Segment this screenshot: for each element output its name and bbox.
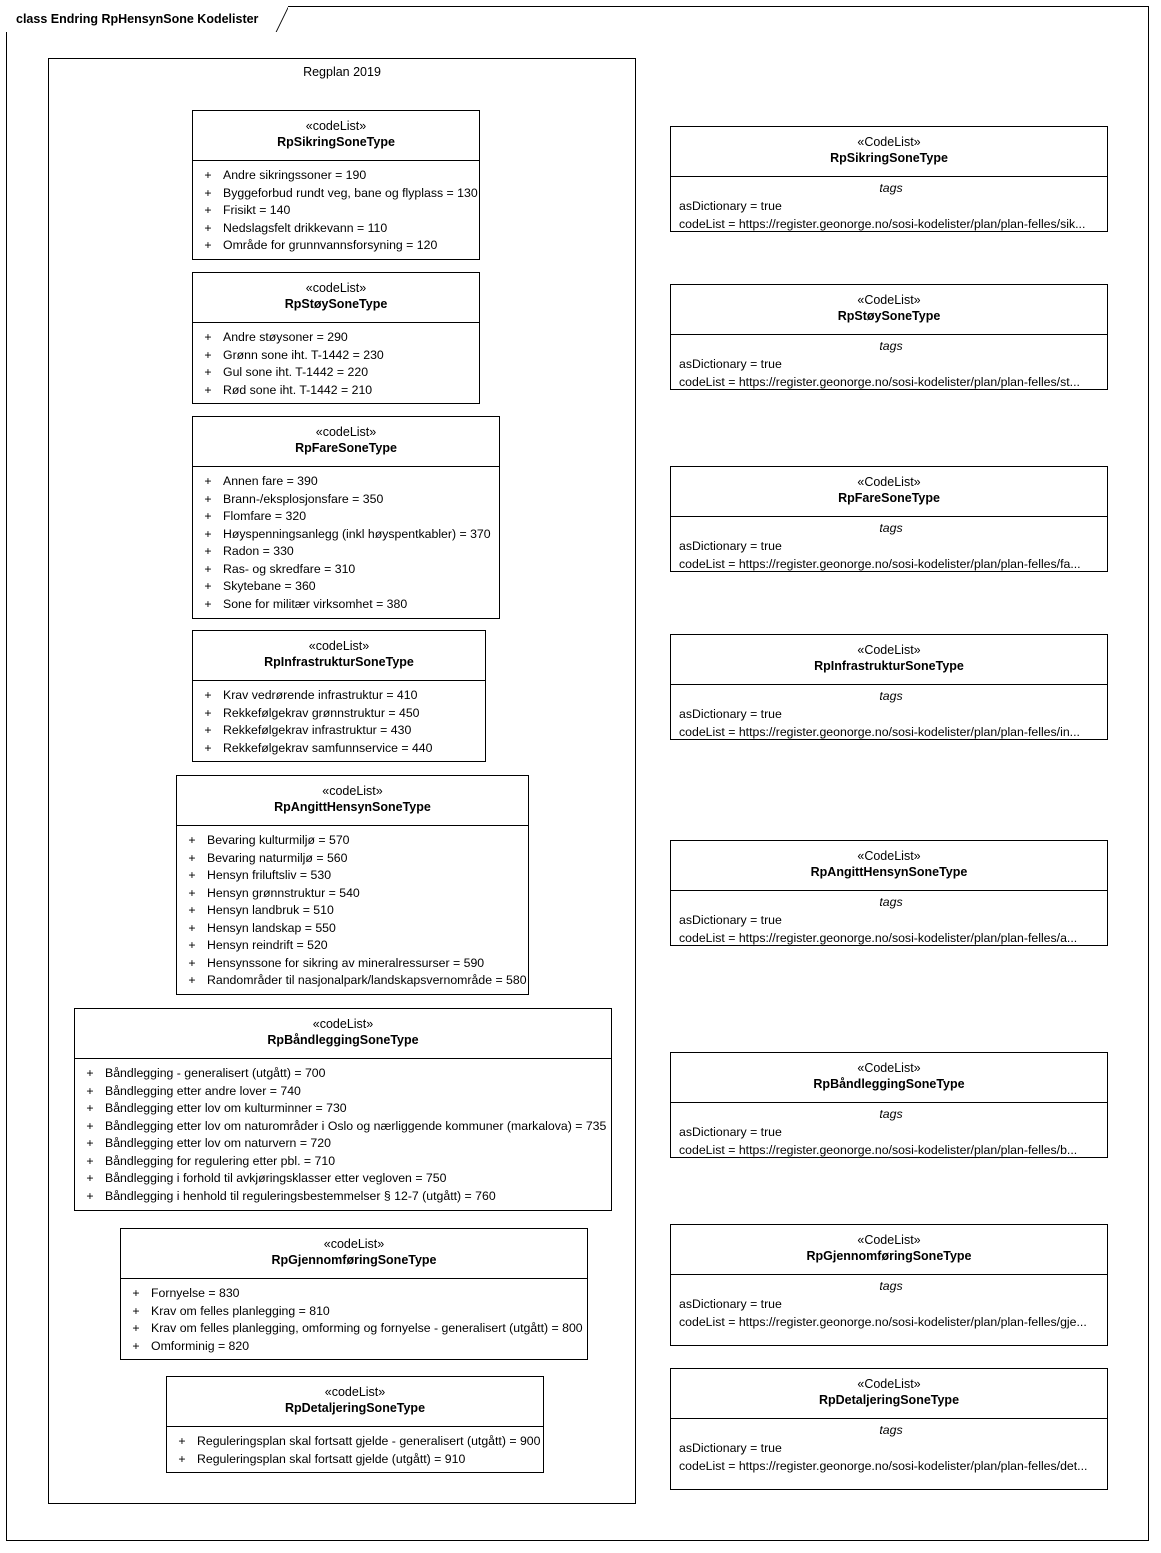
class-stereotype: «CodeList» — [857, 1377, 921, 1391]
class-attributes — [193, 161, 479, 261]
diagram-title-tab — [6, 6, 288, 32]
uml-codelist-RpFareSoneType — [670, 466, 1108, 572]
class-name: RpDetaljeringSoneType — [818, 1393, 960, 1407]
class-header — [177, 776, 528, 826]
class-header — [671, 1225, 1107, 1275]
attribute-visibility: + — [204, 382, 212, 397]
attribute-label: Brann-/eksplosjonsfare = 350 — [223, 491, 384, 506]
attribute-visibility: + — [204, 347, 212, 362]
class-name: RpAngittHensynSoneType — [274, 800, 431, 814]
class-header — [193, 111, 479, 161]
attribute-label: Reguleringsplan skal fortsatt gjelde (utgått) = 910 — [197, 1451, 466, 1466]
class-header — [193, 417, 499, 467]
uml-class-RpInfrastrukturSoneType — [192, 630, 486, 762]
attribute-label: Båndlegging - generalisert (utgått) = 700 — [105, 1066, 326, 1080]
attribute-row — [193, 705, 481, 723]
attribute-visibility: + — [204, 474, 212, 488]
tag-row: codeList = https://register.geonorge.no/sosi-kodelister/plan/plan-felles/b... — [679, 1143, 1078, 1157]
uml-codelist-RpStøySoneType — [670, 284, 1108, 390]
attribute-row — [75, 1135, 607, 1153]
attribute-visibility: + — [204, 365, 212, 379]
attribute-visibility: + — [204, 723, 212, 737]
attribute-row — [75, 1083, 607, 1101]
attribute-label: Sone for militær virksomhet = 380 — [223, 596, 408, 611]
attribute-row — [193, 740, 481, 758]
attribute-row — [75, 1118, 607, 1136]
attribute-label: Omforminig = 820 — [151, 1338, 250, 1353]
package-label: Regplan 2019 — [303, 65, 381, 79]
attribute-label: Randområder til nasjonalpark/landskapsvernområde = 580 — [207, 973, 527, 987]
tag-row: codeList = https://register.geonorge.no/sosi-kodelister/plan/plan-felles/fa... — [679, 557, 1081, 571]
attribute-label: Krav om felles planlegging = 810 — [151, 1303, 330, 1318]
attribute-label: Ras- og skredfare = 310 — [223, 561, 356, 576]
attribute-row — [193, 220, 475, 238]
class-name: RpBåndleggingSoneType — [813, 1077, 965, 1091]
class-stereotype: «CodeList» — [857, 475, 921, 489]
class-stereotype: «codeList» — [305, 281, 367, 295]
attribute-row — [193, 687, 481, 705]
tags-compartment-label: tags — [879, 181, 903, 195]
attribute-visibility: + — [86, 1136, 94, 1150]
attribute-visibility: + — [188, 920, 196, 935]
class-tags — [671, 517, 1107, 573]
attribute-label: Flomfare = 320 — [223, 509, 307, 523]
attribute-visibility: + — [204, 579, 212, 593]
attribute-visibility: + — [204, 561, 212, 576]
class-tags — [671, 177, 1107, 233]
class-name: RpStøySoneType — [284, 297, 388, 311]
attribute-visibility: + — [86, 1153, 94, 1168]
class-stereotype: «codeList» — [312, 1017, 374, 1031]
attribute-row — [177, 867, 524, 885]
class-stereotype: «codeList» — [308, 639, 370, 653]
tag-row: asDictionary = true — [679, 539, 782, 553]
attribute-row — [193, 508, 495, 526]
class-name: RpFareSoneType — [838, 491, 940, 505]
class-stereotype: «CodeList» — [857, 1061, 921, 1075]
attribute-visibility: + — [204, 526, 212, 541]
attribute-row — [75, 1153, 607, 1171]
tags-compartment-label: tags — [879, 689, 903, 703]
attribute-visibility: + — [204, 705, 212, 720]
attribute-label: Frisikt = 140 — [223, 203, 291, 217]
attribute-label: Båndlegging for regulering etter pbl. = 710 — [105, 1153, 336, 1168]
class-attributes — [193, 323, 479, 405]
attribute-row — [177, 885, 524, 903]
attribute-row — [121, 1320, 583, 1338]
class-stereotype: «CodeList» — [857, 293, 921, 307]
attribute-visibility: + — [188, 833, 196, 847]
uml-class-RpFareSoneType — [192, 416, 500, 619]
attribute-visibility: + — [86, 1188, 94, 1203]
attribute-label: Båndlegging etter andre lover = 740 — [105, 1083, 301, 1098]
attribute-row — [177, 902, 524, 920]
attribute-visibility: + — [188, 885, 196, 900]
tag-row: codeList = https://register.geonorge.no/sosi-kodelister/plan/plan-felles/a... — [679, 931, 1078, 945]
class-name: RpSikringSoneType — [277, 135, 395, 149]
attribute-label: Hensyn landskap = 550 — [207, 920, 336, 935]
class-stereotype: «codeList» — [315, 425, 377, 439]
tag-row: asDictionary = true — [679, 1297, 782, 1311]
attribute-visibility: + — [204, 544, 212, 558]
class-attributes — [121, 1279, 587, 1361]
attribute-label: Hensyn landbruk = 510 — [207, 903, 334, 917]
attribute-label: Båndlegging etter lov om kulturminner = 730 — [105, 1101, 347, 1115]
class-name: RpAngittHensynSoneType — [810, 865, 968, 879]
uml-class-RpBåndleggingSoneType — [74, 1008, 612, 1211]
class-stereotype: «CodeList» — [857, 1233, 921, 1247]
class-header — [193, 631, 485, 681]
tag-row: asDictionary = true — [679, 913, 782, 927]
attribute-row — [193, 364, 475, 382]
attribute-row — [177, 955, 524, 973]
class-tags — [671, 335, 1107, 391]
class-header — [671, 841, 1107, 891]
attribute-visibility: + — [204, 185, 212, 200]
attribute-row — [177, 937, 524, 955]
attribute-label: Hensyn grønnstruktur = 540 — [207, 885, 360, 900]
diagram-title-tab-edge — [262, 6, 288, 32]
attribute-label: Gul sone iht. T-1442 = 220 — [223, 365, 369, 379]
class-attributes — [177, 826, 528, 996]
attribute-visibility: + — [132, 1338, 140, 1353]
attribute-label: Båndlegging i henhold til reguleringsbestemmelser § 12-7 (utgått) = 760 — [105, 1188, 496, 1203]
attribute-row — [177, 972, 527, 990]
attribute-visibility: + — [86, 1171, 94, 1185]
attribute-row — [121, 1285, 583, 1303]
attribute-row — [193, 526, 495, 544]
tag-row: asDictionary = true — [679, 1125, 782, 1139]
tag-row: codeList = https://register.geonorge.no/sosi-kodelister/plan/plan-felles/in... — [679, 725, 1080, 739]
attribute-visibility: + — [204, 238, 212, 252]
attribute-label: Rød sone iht. T-1442 = 210 — [223, 382, 373, 397]
attribute-label: Reguleringsplan skal fortsatt gjelde - generalisert (utgått) = 900 — [197, 1434, 541, 1448]
attribute-label: Hensyn friluftsliv = 530 — [207, 868, 332, 882]
attribute-visibility: + — [204, 203, 212, 217]
attribute-row — [193, 202, 475, 220]
attribute-visibility: + — [178, 1434, 186, 1448]
class-header — [167, 1377, 543, 1427]
tag-row: asDictionary = true — [679, 707, 782, 721]
attribute-visibility: + — [86, 1118, 94, 1133]
uml-codelist-RpAngittHensynSoneType — [670, 840, 1108, 946]
attribute-visibility: + — [188, 868, 196, 882]
uml-class-RpGjennomføringSoneType — [120, 1228, 588, 1360]
attribute-row — [75, 1100, 607, 1118]
class-name: RpGjennomføringSoneType — [271, 1253, 437, 1267]
attribute-visibility: + — [188, 955, 196, 970]
attribute-label: Krav om felles planlegging, omforming og fornyelse - generalisert (utgått) = 800 — [151, 1321, 583, 1335]
attribute-row — [193, 185, 478, 203]
class-stereotype: «CodeList» — [857, 135, 921, 149]
class-name: RpInfrastrukturSoneType — [814, 659, 964, 673]
uml-class-RpDetaljeringSoneType — [166, 1376, 544, 1473]
attribute-row — [193, 722, 481, 740]
tag-row: codeList = https://register.geonorge.no/sosi-kodelister/plan/plan-felles/st... — [679, 375, 1080, 389]
class-tags — [671, 1275, 1107, 1347]
attribute-row — [193, 237, 475, 255]
class-tags — [671, 891, 1107, 947]
attribute-label: Bevaring naturmiljø = 560 — [207, 850, 348, 865]
class-attributes — [75, 1059, 611, 1212]
tags-compartment-label: tags — [879, 1279, 903, 1293]
attribute-row — [193, 382, 475, 400]
attribute-row — [193, 473, 495, 491]
attribute-row — [177, 832, 524, 850]
tags-compartment-label: tags — [879, 1423, 903, 1437]
attribute-label: Radon = 330 — [223, 544, 294, 558]
tag-row: codeList = https://register.geonorge.no/sosi-kodelister/plan/plan-felles/sik... — [679, 217, 1086, 231]
class-tags — [671, 1419, 1107, 1491]
attribute-visibility: + — [178, 1451, 186, 1466]
attribute-label: Båndlegging etter lov om naturområder i Oslo og nærliggende kommuner (markalova) = 735 — [105, 1118, 607, 1133]
attribute-row — [193, 561, 495, 579]
class-name: RpBåndleggingSoneType — [267, 1033, 419, 1047]
attribute-row — [177, 850, 524, 868]
attribute-visibility: + — [132, 1303, 140, 1318]
tags-compartment-label: tags — [879, 339, 903, 353]
attribute-label: Andre støysoner = 290 — [223, 330, 348, 344]
class-header — [671, 127, 1107, 177]
attribute-label: Skytebane = 360 — [223, 579, 316, 593]
class-attributes — [193, 467, 499, 620]
attribute-row — [193, 491, 495, 509]
uml-codelist-RpDetaljeringSoneType — [670, 1368, 1108, 1490]
class-header — [121, 1229, 587, 1279]
attribute-label: Annen fare = 390 — [223, 474, 318, 488]
class-name: RpSikringSoneType — [830, 151, 948, 165]
class-header — [671, 1369, 1107, 1419]
attribute-row — [177, 920, 524, 938]
class-header — [671, 467, 1107, 517]
class-name: RpGjennomføringSoneType — [806, 1249, 972, 1263]
class-attributes — [167, 1427, 543, 1474]
attribute-visibility: + — [86, 1066, 94, 1080]
attribute-visibility: + — [204, 596, 212, 611]
attribute-row — [193, 596, 495, 614]
class-stereotype: «codeList» — [324, 1385, 386, 1399]
attribute-visibility: + — [204, 168, 212, 182]
attribute-visibility: + — [188, 850, 196, 865]
attribute-visibility: + — [204, 330, 212, 344]
class-stereotype: «CodeList» — [857, 849, 921, 863]
attribute-label: Krav vedrørende infrastruktur = 410 — [223, 688, 418, 702]
attribute-visibility: + — [188, 903, 196, 917]
class-name: RpFareSoneType — [295, 441, 397, 455]
attribute-label: Båndlegging etter lov om naturvern = 720 — [105, 1136, 331, 1150]
attribute-row — [75, 1170, 607, 1188]
class-header — [193, 273, 479, 323]
class-tags — [671, 685, 1107, 741]
class-stereotype: «CodeList» — [857, 643, 921, 657]
attribute-visibility: + — [86, 1101, 94, 1115]
attribute-label: Hensyn reindrift = 520 — [207, 938, 328, 952]
attribute-row — [121, 1303, 583, 1321]
attribute-label: Område for grunnvannsforsyning = 120 — [223, 238, 438, 252]
class-tags — [671, 1103, 1107, 1159]
attribute-label: Nedslagsfelt drikkevann = 110 — [223, 220, 388, 235]
attribute-visibility: + — [204, 740, 212, 755]
class-header — [671, 285, 1107, 335]
attribute-row — [193, 543, 495, 561]
attribute-row — [167, 1451, 539, 1469]
attribute-row — [193, 329, 475, 347]
attribute-visibility: + — [132, 1321, 140, 1335]
uml-codelist-RpGjennomføringSoneType — [670, 1224, 1108, 1346]
attribute-label: Andre sikringssoner = 190 — [223, 168, 367, 182]
tag-row: codeList = https://register.geonorge.no/sosi-kodelister/plan/plan-felles/gje... — [679, 1315, 1087, 1329]
attribute-row — [75, 1065, 607, 1083]
tags-compartment-label: tags — [879, 895, 903, 909]
uml-class-RpStøySoneType — [192, 272, 480, 404]
attribute-label: Bevaring kulturmiljø = 570 — [207, 833, 350, 847]
attribute-label: Hensynssone for sikring av mineralressurser = 590 — [207, 955, 485, 970]
attribute-visibility: + — [204, 491, 212, 506]
tag-row: codeList = https://register.geonorge.no/sosi-kodelister/plan/plan-felles/det... — [679, 1459, 1088, 1473]
attribute-label: Høyspenningsanlegg (inkl høyspentkabler) = 370 — [223, 526, 491, 541]
class-stereotype: «codeList» — [323, 1237, 385, 1251]
attribute-visibility: + — [204, 220, 212, 235]
tag-row: asDictionary = true — [679, 199, 782, 213]
uml-codelist-RpInfrastrukturSoneType — [670, 634, 1108, 740]
attribute-visibility: + — [132, 1286, 140, 1300]
attribute-row — [121, 1338, 583, 1356]
attribute-label: Grønn sone iht. T-1442 = 230 — [223, 347, 384, 362]
uml-codelist-RpBåndleggingSoneType — [670, 1052, 1108, 1158]
attribute-label: Rekkefølgekrav grønnstruktur = 450 — [223, 705, 420, 720]
class-header — [75, 1009, 611, 1059]
tag-row: asDictionary = true — [679, 357, 782, 371]
attribute-visibility: + — [204, 509, 212, 523]
attribute-row — [193, 578, 495, 596]
class-name: RpInfrastrukturSoneType — [264, 655, 414, 669]
attribute-visibility: + — [188, 938, 196, 952]
class-header — [671, 1053, 1107, 1103]
attribute-label: Byggeforbud rundt veg, bane og flyplass = 130 — [223, 185, 478, 200]
uml-class-RpAngittHensynSoneType — [176, 775, 529, 995]
attribute-row — [193, 347, 475, 365]
attribute-row — [167, 1433, 539, 1451]
class-name: RpDetaljeringSoneType — [284, 1401, 426, 1415]
attribute-row — [193, 167, 475, 185]
tags-compartment-label: tags — [879, 521, 903, 535]
class-name: RpStøySoneType — [837, 309, 941, 323]
tag-row: asDictionary = true — [679, 1441, 782, 1455]
class-stereotype: «codeList» — [305, 119, 367, 133]
attribute-label: Båndlegging i forhold til avkjøringsklasser etter vegloven = 750 — [105, 1171, 447, 1185]
attribute-row — [75, 1188, 607, 1206]
diagram-title-label: class Endring RpHensynSone Kodelister — [16, 12, 259, 26]
class-header — [671, 635, 1107, 685]
class-stereotype: «codeList» — [322, 784, 383, 798]
uml-codelist-RpSikringSoneType — [670, 126, 1108, 232]
attribute-label: Fornyelse = 830 — [151, 1286, 240, 1300]
attribute-visibility: + — [188, 973, 196, 987]
uml-class-RpSikringSoneType — [192, 110, 480, 260]
class-attributes — [193, 681, 485, 763]
attribute-label: Rekkefølgekrav infrastruktur = 430 — [223, 723, 412, 737]
attribute-label: Rekkefølgekrav samfunnservice = 440 — [223, 740, 433, 755]
attribute-visibility: + — [86, 1083, 94, 1098]
attribute-visibility: + — [204, 688, 212, 702]
tags-compartment-label: tags — [879, 1107, 903, 1121]
